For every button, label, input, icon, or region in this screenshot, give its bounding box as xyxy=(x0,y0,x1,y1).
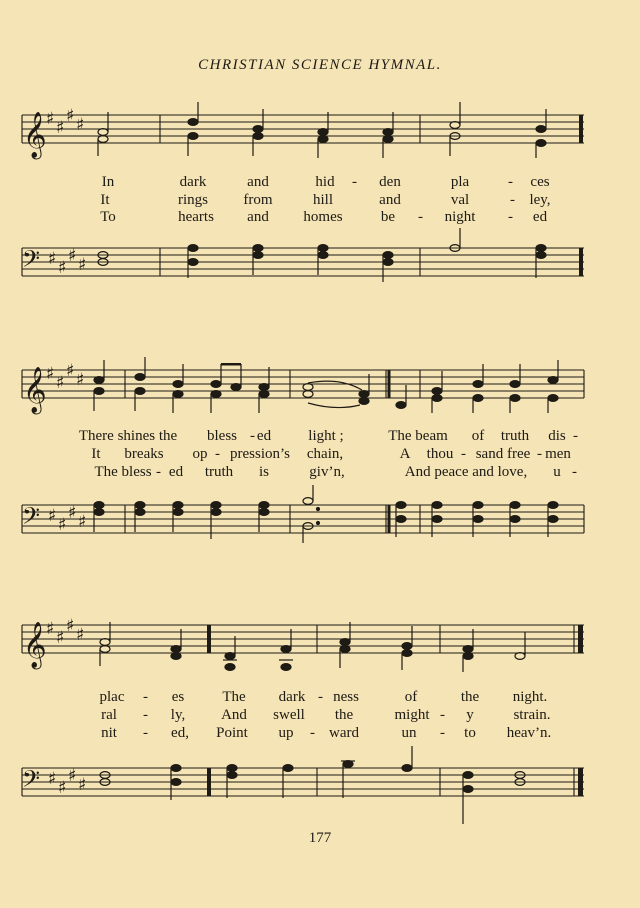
lyric-syllable: hearts xyxy=(178,209,214,225)
svg-text:♯: ♯ xyxy=(46,109,55,129)
lyric-hyphen: - xyxy=(143,707,148,723)
lyric-syllable: rings xyxy=(178,192,208,208)
lyric-syllable: of xyxy=(404,689,418,705)
lyric-syllable: the xyxy=(334,707,354,723)
svg-text:♯: ♯ xyxy=(78,512,87,532)
lyric-syllable: light ; xyxy=(308,428,344,444)
svg-text:♯: ♯ xyxy=(68,246,77,266)
lyric-hyphen: - xyxy=(215,446,220,462)
lyric-syllable: and xyxy=(247,209,269,225)
lyric-syllable: ral xyxy=(101,707,117,723)
svg-text:♯: ♯ xyxy=(46,619,55,639)
lyric-hyphen: - xyxy=(418,209,423,225)
svg-text:♯: ♯ xyxy=(76,115,85,135)
svg-text:♯: ♯ xyxy=(58,515,67,535)
svg-text:♯: ♯ xyxy=(46,364,55,384)
lyric-hyphen: - xyxy=(440,725,445,741)
lyric-syllable: of xyxy=(471,428,485,444)
svg-text:𝄞: 𝄞 xyxy=(23,112,47,158)
lyric-syllable: ed xyxy=(256,428,272,444)
lyric-hyphen: - xyxy=(250,428,255,444)
lyric-syllable: y xyxy=(466,707,474,723)
svg-text:♯: ♯ xyxy=(76,625,85,645)
lyric-syllable: strain. xyxy=(513,707,551,723)
lyric-hyphen: - xyxy=(143,689,148,705)
lyric-syllable: dis xyxy=(548,428,566,444)
lyric-syllable: op xyxy=(192,446,208,462)
lyric-syllable: pression’s xyxy=(230,446,290,462)
svg-text:𝄢: 𝄢 xyxy=(22,245,41,278)
lyric-syllable: ed, xyxy=(171,725,189,741)
lyric-syllable: To xyxy=(100,209,116,225)
lyric-syllable: pla xyxy=(450,174,470,190)
lyric-syllable: It xyxy=(100,192,110,208)
lyric-syllable: is xyxy=(258,464,270,480)
svg-text:♯: ♯ xyxy=(48,769,57,789)
lyric-syllable: ly, xyxy=(170,707,186,723)
lyric-hyphen: - xyxy=(318,689,323,705)
svg-text:♯: ♯ xyxy=(66,361,75,381)
svg-text:𝄢: 𝄢 xyxy=(22,502,41,535)
lyric-syllable: There shines the xyxy=(78,428,178,444)
svg-text:♯: ♯ xyxy=(56,628,65,648)
lyric-syllable: And xyxy=(221,707,247,723)
lyric-syllable: A xyxy=(399,446,411,462)
svg-text:♯: ♯ xyxy=(48,249,57,269)
lyric-syllable: night xyxy=(444,209,476,225)
lyric-syllable: dark xyxy=(278,689,306,705)
svg-text:♯: ♯ xyxy=(78,255,87,275)
svg-text:♯: ♯ xyxy=(68,503,77,523)
lyric-syllable: un xyxy=(401,725,417,741)
lyric-syllable: be xyxy=(380,209,396,225)
svg-text:♯: ♯ xyxy=(78,775,87,795)
lyric-syllable: It xyxy=(91,446,101,462)
lyric-syllable: den xyxy=(379,174,401,190)
lyric-hyphen: - xyxy=(143,725,148,741)
lyric-syllable: night. xyxy=(512,689,548,705)
lyric-syllable: bless xyxy=(207,428,237,444)
lyric-syllable: giv’n, xyxy=(309,464,345,480)
svg-text:𝄢: 𝄢 xyxy=(22,765,41,798)
lyric-syllable: The xyxy=(222,689,246,705)
lyric-syllable: breaks xyxy=(124,446,164,462)
lyric-syllable: The beam xyxy=(388,428,448,444)
lyric-hyphen: - xyxy=(310,725,315,741)
lyric-syllable: In xyxy=(101,174,115,190)
lyric-syllable: nit xyxy=(101,725,117,741)
system-2-bass-staff xyxy=(0,497,640,557)
system-1-treble-staff xyxy=(0,100,640,170)
lyric-hyphen: - xyxy=(461,446,466,462)
svg-text:♯: ♯ xyxy=(48,506,57,526)
lyric-syllable: the xyxy=(460,689,480,705)
page-number: 177 xyxy=(308,830,332,846)
lyric-syllable: chain, xyxy=(306,446,344,462)
lyric-syllable: ed xyxy=(532,209,548,225)
lyric-syllable: And peace and love, xyxy=(404,464,528,480)
lyric-syllable: val xyxy=(450,192,470,208)
svg-text:♯: ♯ xyxy=(66,616,75,636)
svg-text:♯: ♯ xyxy=(68,766,77,786)
lyric-hyphen: - xyxy=(572,464,577,480)
lyric-syllable: ces xyxy=(530,174,550,190)
lyric-hyphen: - xyxy=(573,428,578,444)
lyric-syllable: dark xyxy=(179,174,207,190)
lyric-syllable: Point xyxy=(216,725,248,741)
lyric-syllable: from xyxy=(243,192,273,208)
svg-text:𝄞: 𝄞 xyxy=(23,367,47,413)
lyric-hyphen: - xyxy=(510,192,515,208)
svg-text:♯: ♯ xyxy=(56,118,65,138)
system-1-bass-staff xyxy=(0,240,640,300)
lyric-syllable: swell xyxy=(273,707,305,723)
running-header: CHRISTIAN SCIENCE HYMNAL. xyxy=(198,57,442,73)
lyric-syllable: u xyxy=(553,464,561,480)
lyric-syllable: ness xyxy=(333,689,359,705)
lyric-syllable: sand free xyxy=(475,446,531,462)
lyric-syllable: thou xyxy=(426,446,454,462)
lyric-hyphen: - xyxy=(537,446,542,462)
lyric-syllable: truth xyxy=(500,428,530,444)
lyric-syllable: The bless xyxy=(94,464,152,480)
lyric-syllable: and xyxy=(247,174,269,190)
lyric-syllable: es xyxy=(171,689,185,705)
lyric-hyphen: - xyxy=(156,464,161,480)
lyric-syllable: ley, xyxy=(529,192,551,208)
lyric-syllable: and xyxy=(379,192,401,208)
svg-text:♯: ♯ xyxy=(66,106,75,126)
lyric-hyphen: - xyxy=(508,209,513,225)
lyric-syllable: men xyxy=(545,446,571,462)
lyric-hyphen: - xyxy=(440,707,445,723)
system-2-treble-staff xyxy=(0,355,640,425)
svg-text:♯: ♯ xyxy=(56,373,65,393)
lyric-syllable: ed xyxy=(168,464,184,480)
svg-text:♯: ♯ xyxy=(76,370,85,390)
system-3-treble-staff xyxy=(0,610,640,685)
system-3-bass-staff xyxy=(0,760,640,830)
lyric-syllable: up xyxy=(278,725,294,741)
svg-text:♯: ♯ xyxy=(58,258,67,278)
lyric-syllable: hid xyxy=(315,174,335,190)
lyric-syllable: plac xyxy=(99,689,125,705)
lyric-syllable: homes xyxy=(303,209,343,225)
lyric-syllable: hill xyxy=(312,192,334,208)
lyric-hyphen: - xyxy=(352,174,357,190)
svg-text:♯: ♯ xyxy=(58,778,67,798)
lyric-syllable: heav’n. xyxy=(506,725,552,741)
lyric-syllable: might xyxy=(394,707,430,723)
lyric-syllable: truth xyxy=(204,464,234,480)
svg-text:𝄞: 𝄞 xyxy=(23,622,47,668)
lyric-hyphen: - xyxy=(508,174,513,190)
lyric-syllable: ward xyxy=(329,725,359,741)
lyric-syllable: to xyxy=(464,725,476,741)
